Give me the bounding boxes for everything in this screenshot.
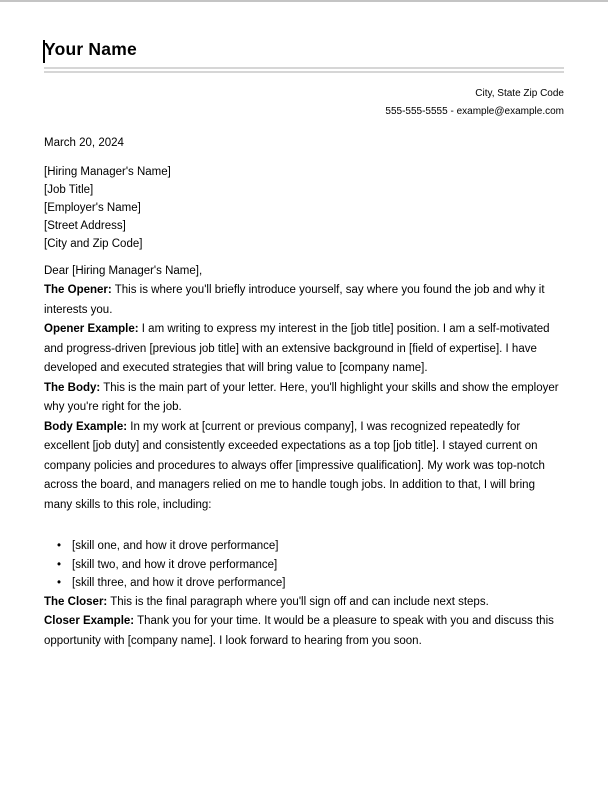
body-text: This is the main part of your letter. Here, you'll highlight your skills and show the employer why you're right for the job. bbox=[44, 381, 559, 413]
closer-example bbox=[44, 612, 564, 651]
contact-location: City, State Zip Code bbox=[475, 88, 564, 99]
closer-text: This is the final paragraph where you'll sign off and can include next steps. bbox=[107, 595, 489, 608]
closer-label: The Closer: bbox=[44, 595, 108, 608]
recipient-block bbox=[44, 163, 564, 253]
body-example-label: Body Example: bbox=[44, 420, 128, 433]
recipient-line: [Job Title] bbox=[44, 183, 94, 196]
date-line: March 20, 2024 bbox=[44, 137, 124, 149]
opener-example bbox=[44, 320, 564, 379]
closer-description bbox=[44, 593, 564, 613]
skill-item: • [skill one, and how it drove performance] bbox=[72, 537, 564, 556]
body-description bbox=[44, 379, 564, 418]
body-label: The Body: bbox=[44, 381, 101, 394]
contact-block bbox=[44, 85, 564, 121]
body-example-text: In my work at [current or previous company], I was recognized repeatedly for excellent [job duty] and consistently exceeded expectations as a top [job title]. I stayed current on company policies and procedures to always offer [impressive qualification]. My work was top-notch across the board, and managers relied on me to handle tough jobs. In addition to that, I will bring many skills to this role, including: bbox=[44, 420, 545, 511]
opener-text: This is where you'll briefly introduce yourself, say where you found the job and why it interests you. bbox=[44, 284, 545, 316]
closer-example-label: Closer Example: bbox=[44, 615, 135, 627]
recipient-line: [Hiring Manager's Name] bbox=[44, 165, 171, 178]
skill-item: • [skill three, and how it drove performance] bbox=[72, 574, 564, 593]
text-cursor bbox=[43, 40, 45, 63]
recipient-line: [Employer's Name] bbox=[44, 201, 141, 214]
contact-phone-email: 555-555-5555 - example@example.com bbox=[385, 106, 564, 117]
header-divider bbox=[44, 67, 564, 73]
salutation-line: Dear [Hiring Manager's Name], bbox=[44, 264, 203, 277]
opener-description bbox=[44, 281, 564, 320]
opener-label: The Opener: bbox=[44, 284, 112, 296]
opener-example-text: I am writing to express my interest in the [job title] position. I am a self-motivated and progress-driven [previous job title] with an extensive background in [field of expertise]. I have developed and executed strategies that will bring value to [company name]. bbox=[44, 323, 550, 374]
recipient-line: [Street Address] bbox=[44, 219, 126, 232]
closer-example-text: Thank you for your time. It would be a pleasure to speak with you and discuss this opportunity with [company name]. I look forward to hearing from you soon. bbox=[44, 615, 554, 647]
author-name: Your Name bbox=[44, 39, 137, 59]
skills-list bbox=[44, 537, 564, 593]
opener-example-label: Opener Example: bbox=[44, 323, 139, 335]
page-top-border bbox=[0, 0, 608, 2]
recipient-line: [City and Zip Code] bbox=[44, 237, 143, 250]
skill-item: • [skill two, and how it drove performance] bbox=[72, 556, 564, 575]
body-example bbox=[44, 418, 564, 516]
